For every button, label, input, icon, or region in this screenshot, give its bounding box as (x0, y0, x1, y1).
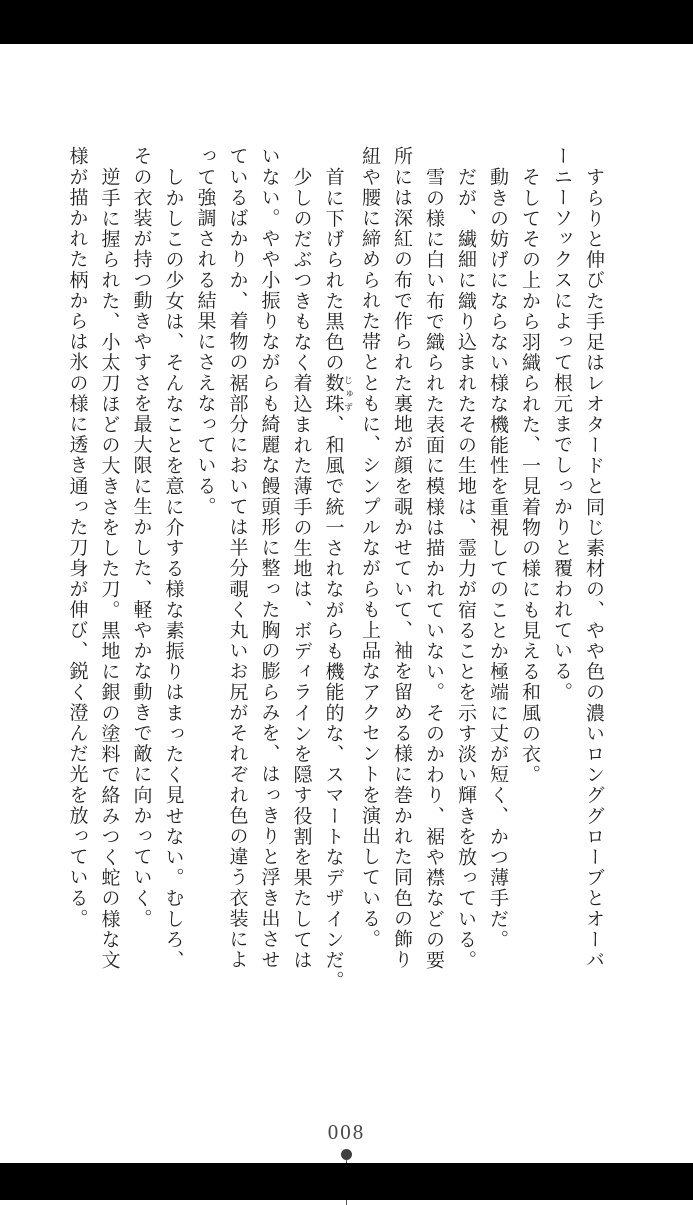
text-column: そしてその上から羽織られた、一見着物の様にも見える和風の衣。 (519, 167, 540, 785)
text-column: その衣装が持つ動きやすさを最大限に生かした、軽やかな動きで敵に向かっていく。 (130, 146, 152, 929)
text-column: 少しのだぶつきもなく着込まれた薄手の生地は、ボディラインを隠す役割を果たしては (290, 167, 312, 971)
text-column: ているばかりか、着物の裾部分においては半分覗く丸いお尻がそれぞれ色の違う衣装によ (226, 146, 248, 970)
page-number: 008 (327, 1120, 366, 1144)
top-border-bar (0, 0, 693, 44)
bottom-border-bar (0, 1163, 693, 1200)
text-column: 動きの妨げにならない様な機能性を重視してのことか極端に丈が短く、かつ薄手だ。 (487, 167, 508, 950)
text-column: ーニーソックスによって根元までしっかりと覆われている。 (551, 146, 572, 703)
text-segment: 首に下げられた黒色の (322, 167, 344, 373)
text-column: すらりと伸びた手足はレオタードと同じ素材の、やや色の濃いロンググローブとオーバ (583, 167, 604, 971)
ruby-base: 数珠 (322, 373, 344, 415)
text-column: って強調される結果にさえなっている。 (194, 146, 216, 517)
text-column: 雪の様に白い布で織られた表面に模様は描かれていない。そのかわり、裾や襟などの要 (423, 167, 444, 971)
text-segment: 、和風で統一されながらも機能的な、スマートなデザインだ。 (322, 414, 344, 992)
furigana-text: じゅず (343, 373, 353, 415)
page-number-dot (341, 1149, 352, 1160)
text-column: 逆手に握られた、小太刀ほどの大きさをした刀。黒地に銀の塗料で絡みつく蛇の様な文 (98, 167, 120, 971)
text-column: だが、繊細に織り込まれたその生地は、霊力が宿ることを示す淡い輝きを放っている。 (455, 167, 476, 971)
text-column: いない。やや小振りながらも綺麗な饅頭形に整った胸の膨らみを、はっきりと浮き出させ (258, 146, 280, 970)
text-column: 紐や腰に締められた帯とともに、シンプルながらも上品なアクセントを演出している。 (359, 146, 380, 950)
text-column: 様が描かれた柄からは氷の様に透き通った刀身が伸び、鋭く澄んだ光を放っている。 (66, 146, 88, 929)
body-text (61, 146, 610, 1016)
text-column: 所には深紅の布で作られた裏地が顔を覗かせていて、袖を留める様に巻かれた同色の飾り (391, 146, 412, 970)
text-column: しかしこの少女は、そんなことを意に介する様な素振りはまったく見せない。むしろ、 (162, 167, 184, 971)
furigana-ruby (322, 373, 353, 415)
text-column (317, 146, 354, 1016)
